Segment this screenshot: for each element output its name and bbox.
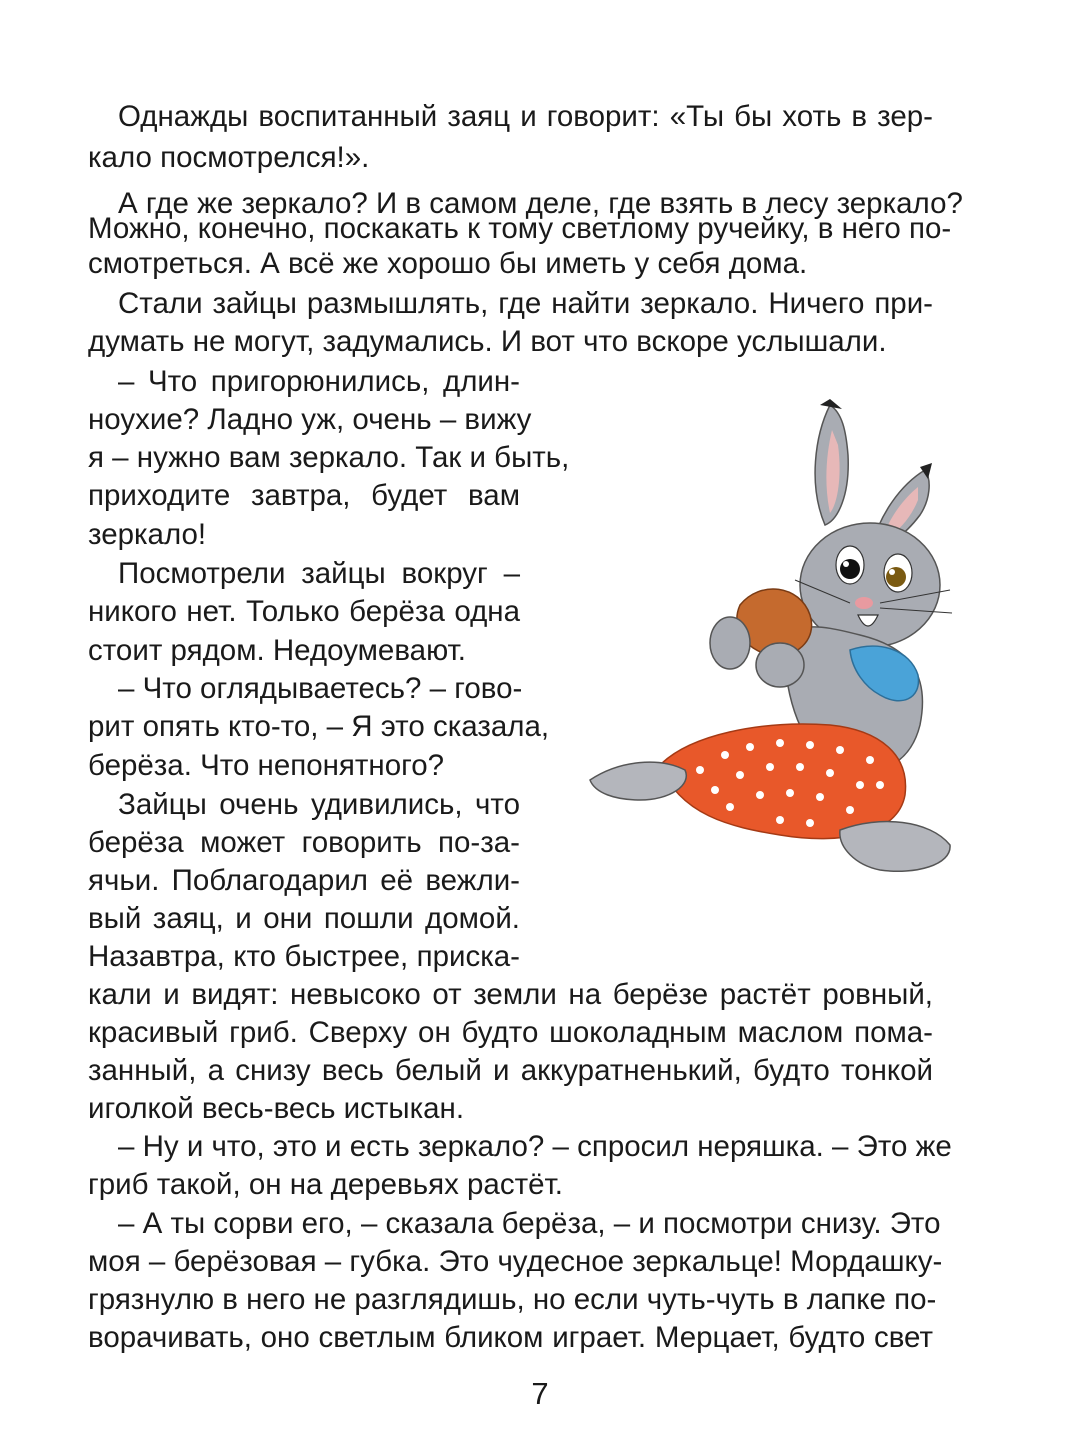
text-line: Зайцы очень удивились, что [118, 788, 520, 821]
text-line: Однажды воспитанный заяц и говорит: «Ты бы хоть в зер- [118, 100, 933, 133]
text-line: смотреться. А всё же хорошо бы иметь у себя дома. [88, 247, 808, 280]
text-line: Стали зайцы размышлять, где найти зеркало. Ничего при- [118, 287, 933, 320]
text-line: стоит рядом. Недоумевают. [88, 634, 466, 667]
text-line: зеркало! [88, 518, 207, 551]
text-line: – Что пригорюнились, длин- [118, 365, 520, 398]
text-line: я – нужно вам зеркало. Так и быть, [88, 441, 570, 474]
text-line: – А ты сорви его, – сказала берёза, – и посмотри снизу. Это [118, 1207, 941, 1240]
text-line: никого нет. Только берёза одна [88, 595, 520, 628]
text-line: ноухие? Ладно уж, очень – вижу [88, 403, 532, 436]
text-line: ячьи. Поблагодарил её вежли- [88, 864, 520, 897]
text-line: Посмотрели зайцы вокруг – [118, 557, 520, 590]
text-line: занный, а снизу весь белый и аккуратненький, будто тонкой [88, 1054, 933, 1087]
text-line: думать не могут, задумались. И вот что вскоре услышали. [88, 325, 887, 358]
text-line: рит опять кто-то, – Я это сказала, [88, 710, 550, 743]
text-line: берёза. Что непонятного? [88, 749, 445, 782]
text-line: гриб такой, он на деревьях растёт. [88, 1168, 563, 1201]
text-line: грязнулю в него не разглядишь, но если чуть-чуть в лапке по- [88, 1283, 937, 1316]
page-number: 7 [531, 1376, 549, 1411]
text-line: берёза может говорить по-за- [88, 826, 520, 859]
text-line: Можно, конечно, поскакать к тому светлому ручейку, в него по- [88, 212, 952, 245]
text-line: – Ну и что, это и есть зеркало? – спросил неряшка. – Это же [118, 1130, 952, 1163]
text-line: Назавтра, кто быстрее, приска- [88, 940, 520, 973]
text-line: красивый гриб. Сверху он будто шоколадным маслом пома- [88, 1016, 933, 1049]
text-line: иголкой весь-весь истыкан. [88, 1092, 465, 1125]
text-line: вый заяц, и они пошли домой. [88, 902, 520, 935]
text-line: приходите завтра, будет вам [88, 479, 520, 512]
text-line: ворачивать, оно светлым бликом играет. Мерцает, будто свет [88, 1321, 933, 1354]
hare-eating-mushroom-illustration [580, 375, 970, 895]
text-line: – Что оглядываетесь? – гово- [118, 672, 523, 705]
text-line: А где же зеркало? И в самом деле, где взять в лесу зеркало? [118, 187, 963, 220]
text-line: кало посмотрелся!». [88, 141, 370, 174]
text-line: моя – берёзовая – губка. Это чудесное зеркальце! Мордашку- [88, 1245, 943, 1278]
text-line: кали и видят: невысоко от земли на берёзе растёт ровный, [88, 978, 933, 1011]
